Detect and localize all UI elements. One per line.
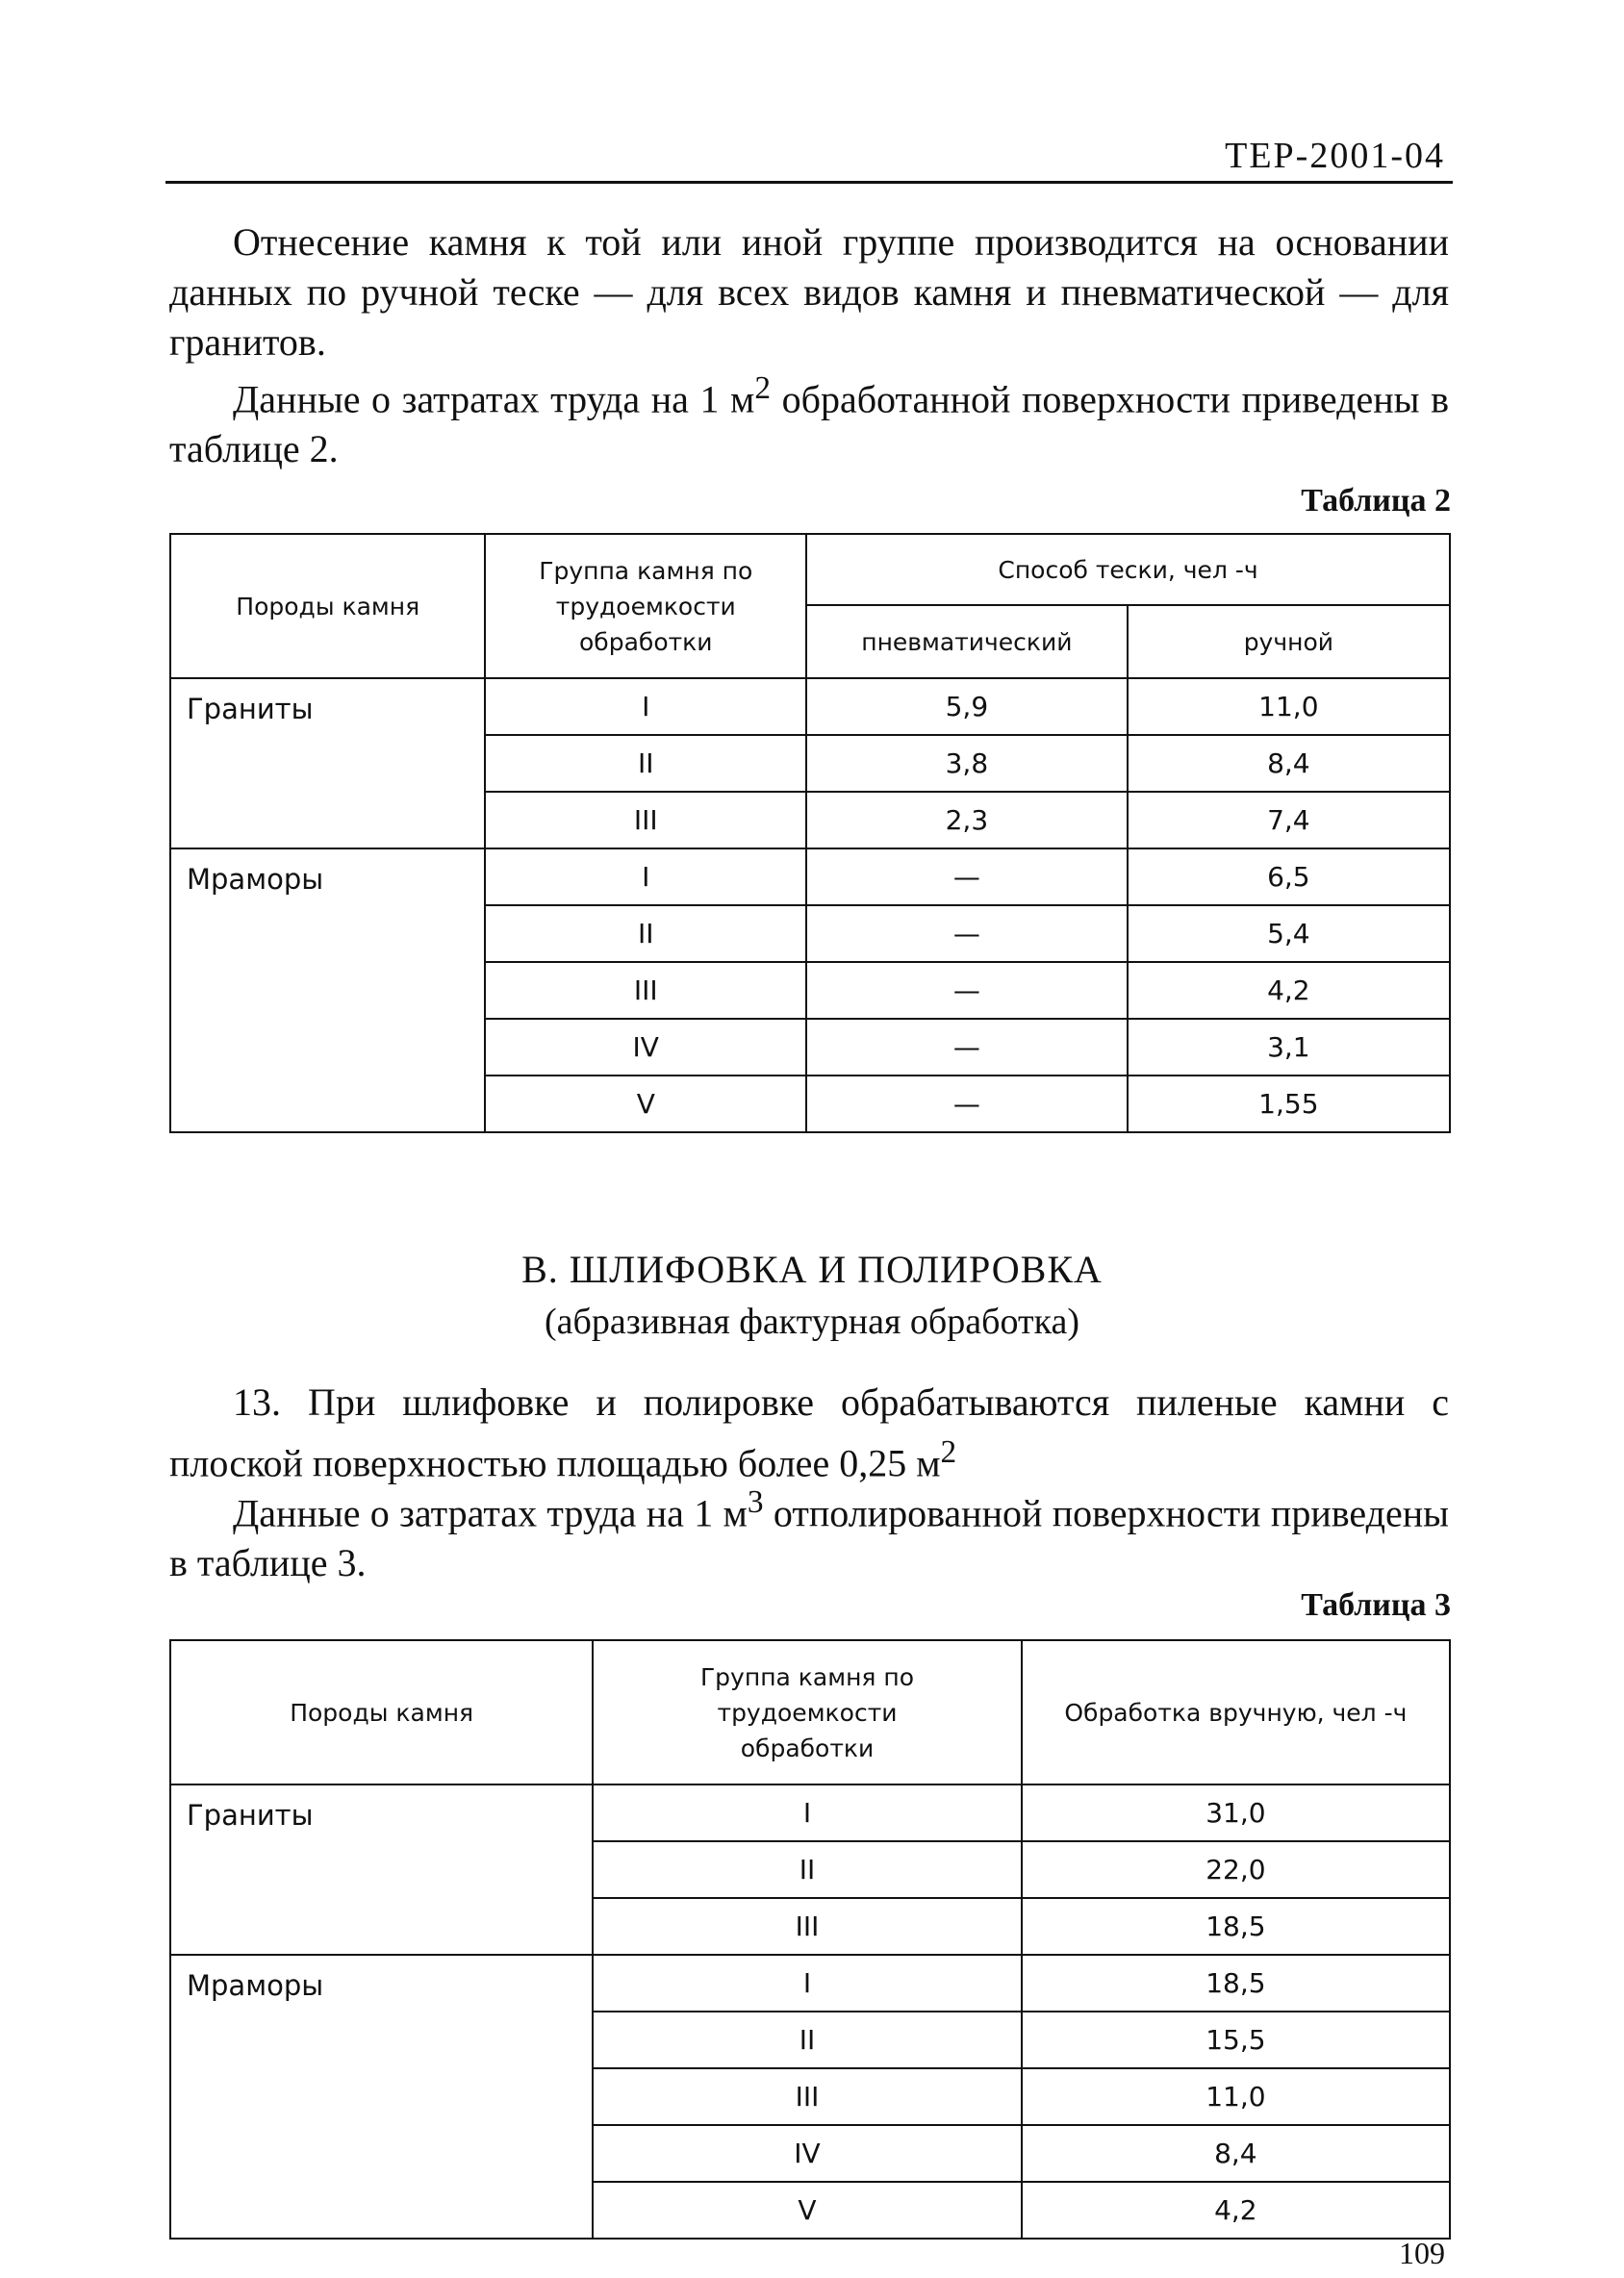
paragraph-text: Данные о затратах труда на 1 м (233, 1491, 748, 1535)
table-cell-group: II (593, 2012, 1021, 2068)
table-cell-manual: 4,2 (1128, 962, 1450, 1019)
table-cell-pneumatic: 2,3 (806, 792, 1128, 848)
table-row (170, 678, 1450, 735)
table-cell-group: III (485, 962, 806, 1019)
table-cell-group: I (593, 1784, 1021, 1841)
table-cell-manual: 8,4 (1128, 735, 1450, 792)
table-cell-group: I (485, 848, 806, 905)
table2-header-pneumatic: пневматический (806, 605, 1128, 678)
table-cell-manual: 11,0 (1128, 678, 1450, 735)
paragraph-text: отполированной поверхности приведены в таблице 3. (169, 1491, 1449, 1585)
table3 (169, 1639, 1451, 2240)
paragraph-table2-intro (169, 364, 1449, 474)
table3-header-group-text: Группа камня по трудоемкости обработки (699, 1662, 915, 1762)
table-cell-manual: 22,0 (1022, 1841, 1450, 1898)
table-cell-pneumatic: — (806, 1019, 1128, 1076)
table-cell-manual: 15,5 (1022, 2012, 1450, 2068)
table-cell-manual: 3,1 (1128, 1019, 1450, 1076)
unit-superscript: 2 (940, 1434, 957, 1470)
section-subtitle: (абразивная фактурная обработка) (545, 1302, 1079, 1342)
table-cell-pneumatic: — (806, 905, 1128, 962)
table-cell-group: III (593, 1898, 1021, 1955)
table-cell-group: IV (593, 2125, 1021, 2182)
table-row (170, 1955, 1450, 2012)
table-cell-manual: 8,4 (1022, 2125, 1450, 2182)
table-cell-pneumatic: — (806, 1076, 1128, 1132)
document-code: ТЕР-2001-04 (1225, 136, 1445, 176)
table-cell-pneumatic: 5,9 (806, 678, 1128, 735)
table-cell-group: V (593, 2182, 1021, 2239)
paragraph-text: Данные о затратах труда на 1 м (233, 377, 755, 421)
section-title: В. ШЛИФОВКА И ПОЛИРОВКА (521, 1248, 1103, 1291)
table-cell-manual: 18,5 (1022, 1898, 1450, 1955)
table-cell-group: II (485, 905, 806, 962)
table2-rock-marble: Мраморы (170, 848, 485, 1132)
table-cell-group: III (485, 792, 806, 848)
table-cell-group: I (485, 678, 806, 735)
table-cell-pneumatic: — (806, 848, 1128, 905)
table-cell-pneumatic: 3,8 (806, 735, 1128, 792)
table-cell-group: I (593, 1955, 1021, 2012)
table-cell-manual: 1,55 (1128, 1076, 1450, 1132)
table2-caption: Таблица 2 (1301, 483, 1451, 519)
unit-superscript: 2 (754, 370, 772, 406)
table3-rock-marble: Мраморы (170, 1955, 593, 2239)
table-row (170, 848, 1450, 905)
table-cell-group: II (593, 1841, 1021, 1898)
table3-header-rock: Породы камня (170, 1640, 593, 1784)
table-cell-manual: 5,4 (1128, 905, 1450, 962)
table-cell-group: III (593, 2068, 1021, 2125)
table-cell-manual: 31,0 (1022, 1784, 1450, 1841)
table-cell-group: IV (485, 1019, 806, 1076)
header-rule (165, 181, 1453, 184)
table-cell-pneumatic: — (806, 962, 1128, 1019)
table3-rock-granite: Граниты (170, 1784, 593, 1955)
paragraph-group-assignment (169, 217, 1449, 367)
table-row (170, 1784, 1450, 1841)
table2 (169, 533, 1451, 1133)
table-cell-manual: 18,5 (1022, 1955, 1450, 2012)
paragraph-item-13 (169, 1378, 1449, 1488)
paragraph-text: Отнесение камня к той или иной группе производится на основании данных по ручной теске — для всех видов камня и пневматической — для гранитов. (169, 220, 1449, 364)
page-number: 109 (1399, 2236, 1445, 2270)
table-cell-manual: 11,0 (1022, 2068, 1450, 2125)
table-cell-manual: 7,4 (1128, 792, 1450, 848)
table2-header-group: Группа камня по трудоемкости обработки (485, 534, 806, 678)
table-cell-group: II (485, 735, 806, 792)
paragraph-text: 13. При шлифовке и полировке обрабатываются пиленые камни с плоской поверхностью площадью более 0,25 м (169, 1380, 1449, 1485)
unit-superscript: 3 (747, 1484, 764, 1520)
table2-header-method: Способ тески, чел -ч (806, 534, 1450, 605)
table-cell-manual: 6,5 (1128, 848, 1450, 905)
table3-header-group (593, 1640, 1021, 1784)
table-cell-group: V (485, 1076, 806, 1132)
table2-header-manual: ручной (1128, 605, 1450, 678)
table2-rock-granite: Граниты (170, 678, 485, 848)
paragraph-text: обработанной поверхности приведены в таблице 2. (169, 377, 1449, 471)
table-cell-manual: 4,2 (1022, 2182, 1450, 2239)
paragraph-table3-intro (169, 1478, 1449, 1588)
table3-header-manual: Обработка вручную, чел -ч (1022, 1640, 1450, 1784)
table3-caption: Таблица 3 (1301, 1587, 1451, 1623)
table2-header-rock: Породы камня (170, 534, 485, 678)
